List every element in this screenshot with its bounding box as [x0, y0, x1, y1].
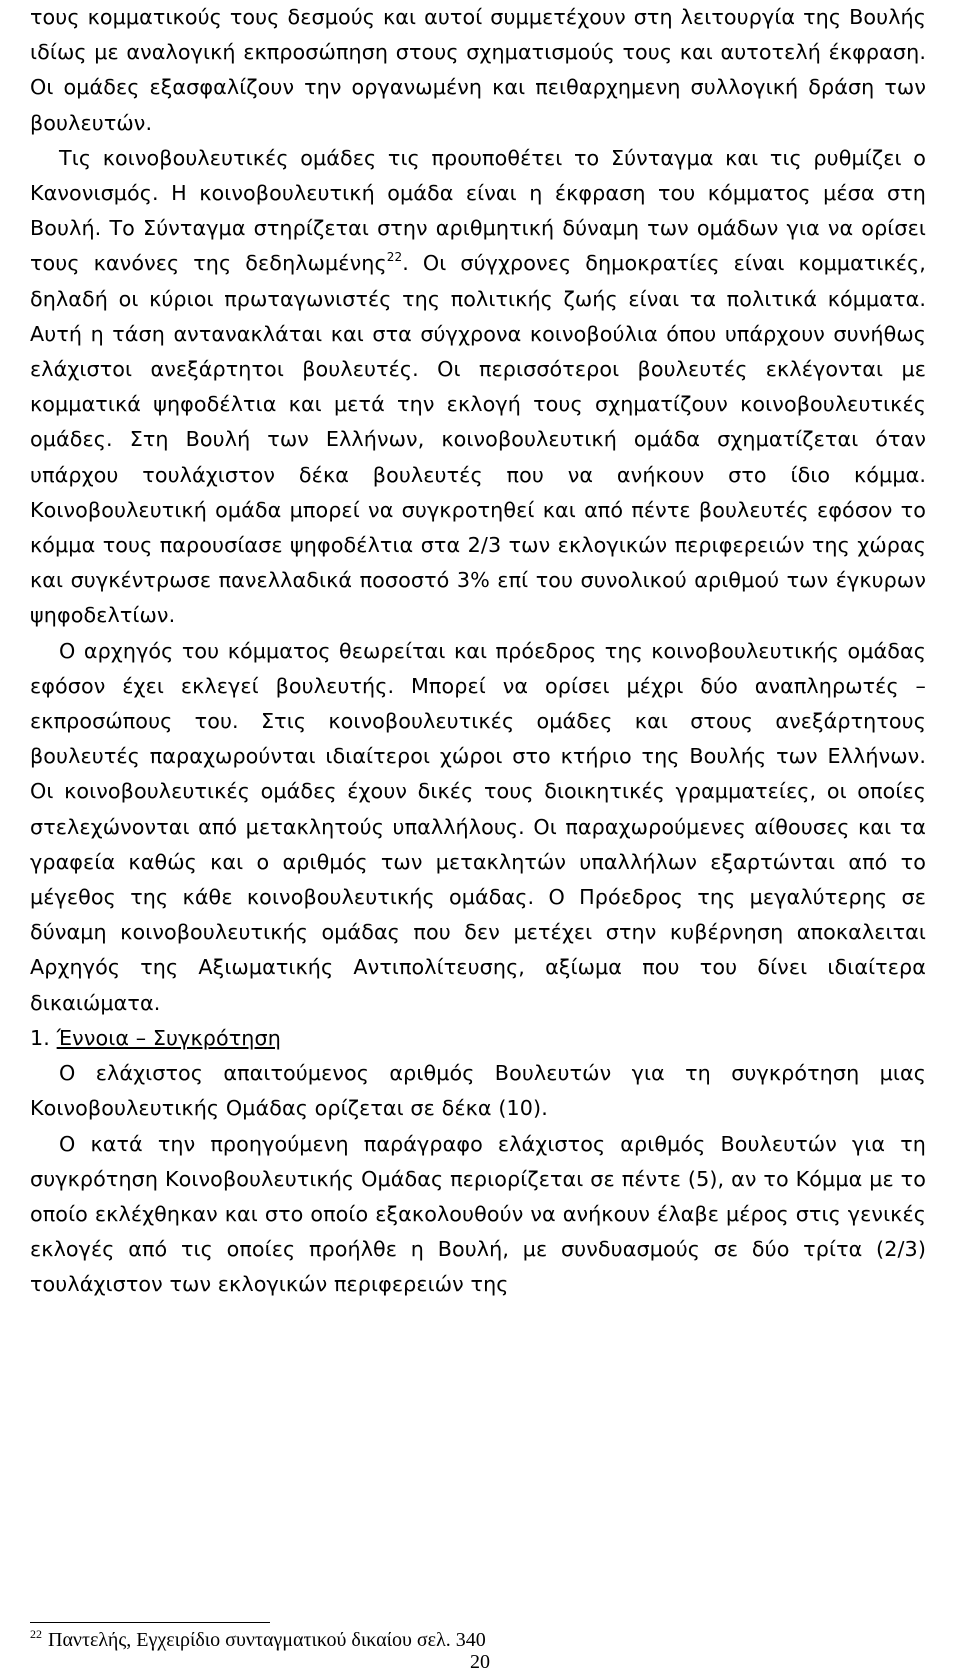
section-number: 1. [30, 1025, 50, 1050]
paragraph-3: Ο αρχηγός του κόμματος θεωρείται και πρόεδρος της κοινοβουλευτικής ομάδας εφόσον έχει εκλεγεί βουλευτής. Μπορεί να ορίσει μέχρι δύο αναπληρωτές – εκπροσώπους του. Στις κοινοβουλευτικές ομάδες και στους ανεξάρτητους βουλευτές παραχωρούνται ιδιαίτεροι χώροι στο κτήριο της Βουλής των Ελλήνων. Οι κοινοβουλευτικές ομάδες έχουν δικές τους διοικητικές γραμματείες, οι οποίες στελεχώνονται από μετακλητούς υπαλλήλους. Οι παραχωρούμενες αίθουσες και τα γραφεία καθώς και ο αριθμός των μετακλητών υπαλλήλων εξαρτώνται από το μέγεθος της κάθε κοινοβουλευτικής ομάδας. Ο Πρόεδρος της μεγαλύτερης σε δύναμη κοινοβουλευτικής ομάδας που δεν μετέχει στην κυβέρνηση αποκαλειται Αρχηγός της Αξιωματικής Αντιπολίτευσης, αξίωμα που του δίνει ιδιαίτερα δικαιώματα. [30, 638, 926, 1015]
footnote-text: Παντελής, Εγχειρίδιο συνταγματικού δικαίου σελ. 340 [48, 1629, 486, 1651]
paragraph-2-part-b: . Οι σύγχρονες δημοκρατίες είναι κομματικές, δηλαδή οι κύριοι πρωταγωνιστές της πολιτικής ζωής είναι τα πολιτικά κόμματα. Αυτή η τάση αντανακλάται και στα σύγχρονα κοινοβούλια όπου υπάρχουν συνήθως ελάχιστοι ανεξάρτητοι βουλευτές. Οι περισσότεροι βουλευτές εκλέγονται με κομματικά ψηφοδέλτια και μετά την εκλογή τους σχηματίζουν κοινοβουλευτικές ομάδες. Στη Βουλή των Ελλήνων, κοινοβουλευτική ομάδα σχηματίζεται όταν υπάρχου τουλάχιστον δέκα βουλευτές που να ανήκουν στο ίδιο κόμμα. Κοινοβουλευτική ομάδα μπορεί να συγκροτηθεί και από πέντε βουλευτές εφόσον το κόμμα τους παρουσίασε ψηφοδέλτια στα 2/3 των εκλογικών περιφερειών της χώρας και συγκέντρωσε πανελλαδικά ποσοστό 3% επί του συνολικού αριθμού των έγκυρων ψηφοδελτίων. [30, 251, 926, 628]
paragraph-2 [30, 141, 926, 634]
page-number: 20 [470, 1651, 490, 1673]
footnote-reference: 22 [386, 250, 403, 265]
footnote-number: 22 [30, 1627, 42, 1641]
paragraph-5: Ο κατά την προηγούμενη παράγραφο ελάχιστος αριθμός Βουλευτών για τη συγκρότηση Κοινοβουλευτικής Ομάδας περιορίζεται σε πέντε (5), αν το Κόμμα με το οποίο εκλέχθηκαν και στο οποίο εξακολουθούν να ανήκουν έλαβε μέρος στις γενικές εκλογές από τις οποίες προήλθε η Βουλή, με συνδυασμούς σε δύο τρίτα (2/3) τουλάχιστον των εκλογικών περιφερειών της [30, 1131, 926, 1297]
section-title: Έννοια – Συγκρότηση [56, 1025, 281, 1050]
paragraph-1: τους κομματικούς τους δεσμούς και αυτοί συμμετέχουν στη λειτουργία της Βουλής ιδίως με αναλογική εκπροσώπηση στους σχηματισμούς τους και αυτοτελή έκφραση. Οι ομάδες εξασφαλίζουν την οργανωμένη και πειθαρχημενη συλλογική δράση των βουλευτών. [30, 5, 926, 135]
paragraph-4: Ο ελάχιστος απαιτούμενος αριθμός Βουλευτών για τη συγκρότηση μιας Κοινοβουλευτικής Ομάδας ορίζεται σε δέκα (10). [30, 1061, 926, 1121]
footnote-separator [30, 1622, 270, 1623]
section-heading [30, 1021, 926, 1056]
footnote [30, 1628, 930, 1652]
body-text [30, 0, 926, 1303]
paragraph-2-part-a: Τις κοινοβουλευτικές ομάδες τις προυποθέτει το Σύνταγμα και τις ρυθμίζει ο Κανονισμός. Η κοινοβουλευτική ομάδα είναι η έκφραση του κόμματος μέσα στη Βουλή. Το Σύνταγμα στηρίζεται στην αριθμητική δύναμη των ομάδων για να ορίσει τους κανόνες της δεδηλωμένης [30, 145, 926, 276]
